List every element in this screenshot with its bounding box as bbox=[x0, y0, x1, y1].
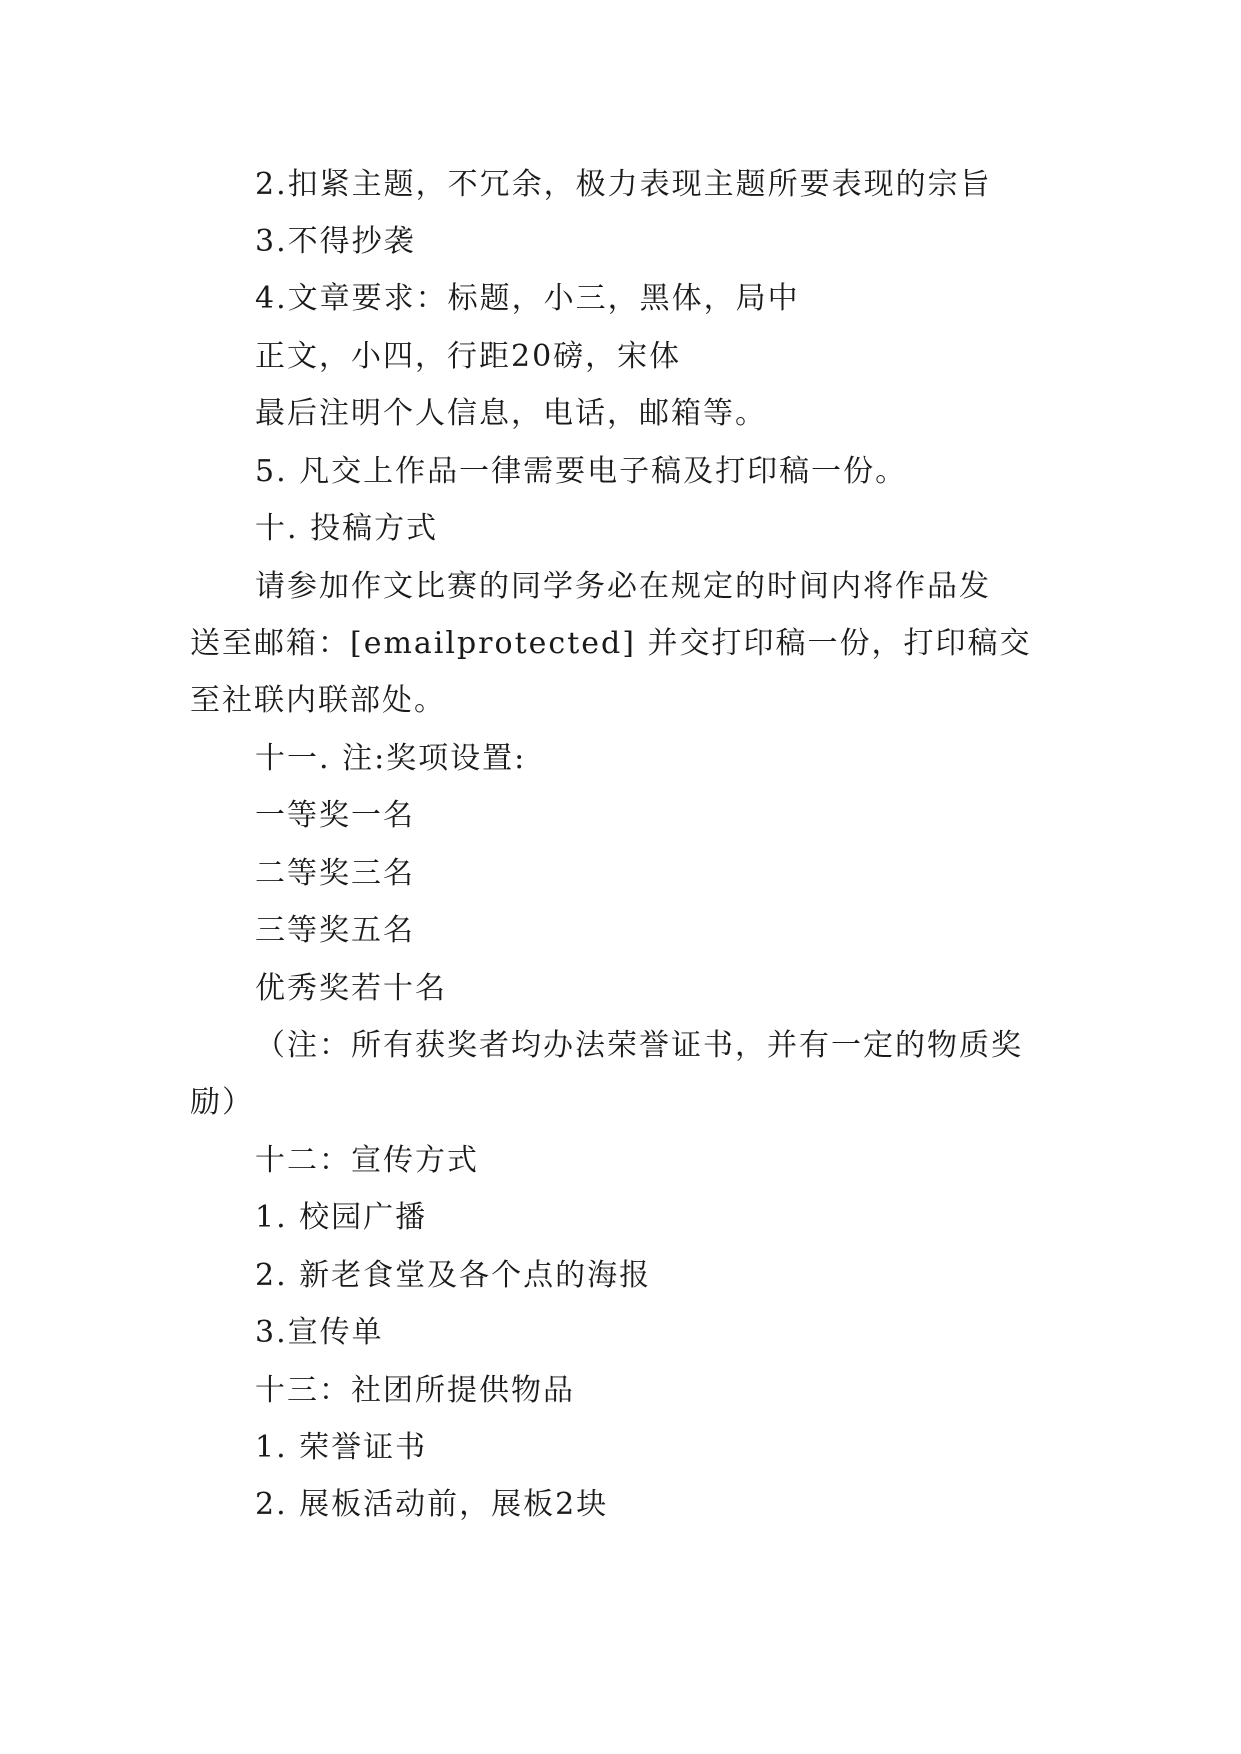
list-item: 1. 校园广播 bbox=[255, 1200, 428, 1235]
text-line: 送至邮箱：[emailprotected] 并交打印稿一份，打印稿交 bbox=[190, 626, 1032, 661]
list-item: 三等奖五名 bbox=[255, 913, 415, 948]
text-line: 4.文章要求：标题，小三，黑体，局中 bbox=[255, 281, 800, 316]
text-line: 励） bbox=[190, 1085, 254, 1120]
section-heading: 十. 投稿方式 bbox=[255, 511, 439, 546]
list-item: 一等奖一名 bbox=[255, 798, 415, 833]
list-item: 2. 展板活动前，展板2块 bbox=[255, 1487, 609, 1522]
text-line: 请参加作文比赛的同学务必在规定的时间内将作品发 bbox=[255, 569, 991, 604]
list-item: 3.宣传单 bbox=[255, 1315, 384, 1350]
text-line: 3.不得抄袭 bbox=[255, 224, 416, 259]
section-heading: 十三：社团所提供物品 bbox=[255, 1373, 575, 1408]
list-item: 二等奖三名 bbox=[255, 856, 415, 891]
list-item: 2. 新老食堂及各个点的海报 bbox=[255, 1258, 652, 1293]
text-line: 至社联内联部处。 bbox=[190, 683, 446, 718]
text-line: 最后注明个人信息，电话，邮箱等。 bbox=[255, 396, 767, 431]
list-item: 优秀奖若十名 bbox=[255, 971, 447, 1006]
text-line: 2.扣紧主题，不冗余，极力表现主题所要表现的宗旨 bbox=[255, 167, 992, 202]
text-line: 5. 凡交上作品一律需要电子稿及打印稿一份。 bbox=[255, 454, 908, 489]
section-heading: 十一. 注:奖项设置: bbox=[255, 741, 527, 776]
text-line: （注：所有获奖者均办法荣誉证书，并有一定的物质奖 bbox=[255, 1028, 1023, 1063]
text-line: 正文，小四，行距20磅，宋体 bbox=[255, 339, 682, 374]
list-item: 1. 荣誉证书 bbox=[255, 1430, 428, 1465]
section-heading: 十二：宣传方式 bbox=[255, 1143, 479, 1178]
